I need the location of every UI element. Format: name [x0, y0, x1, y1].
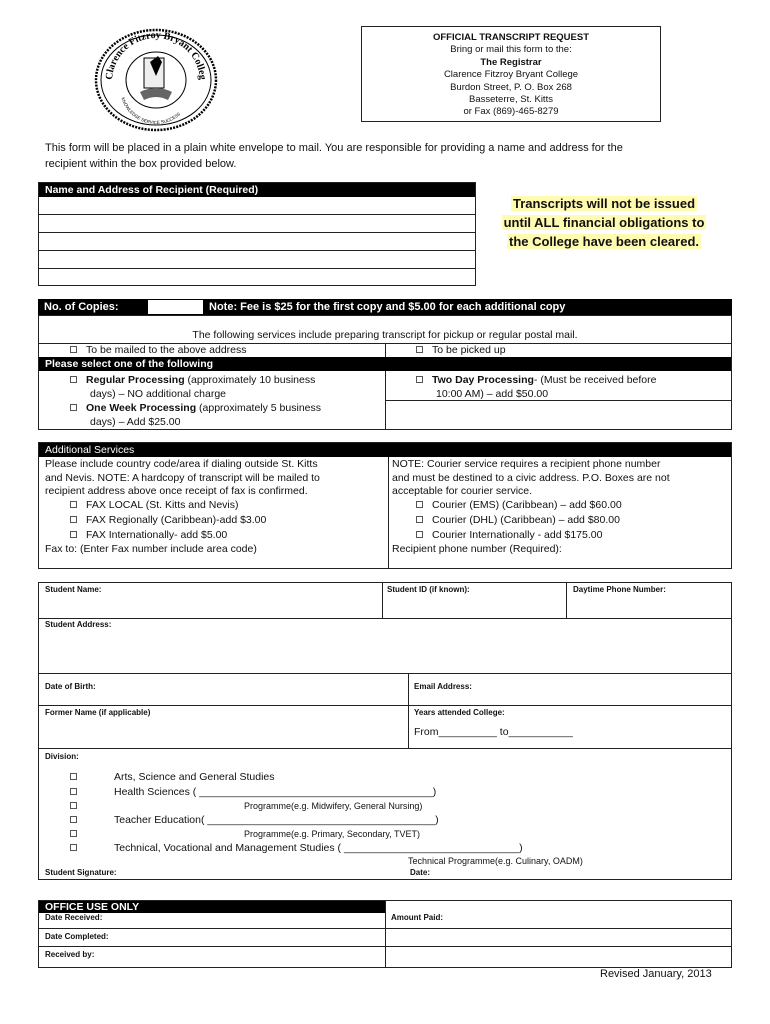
- years-from-to-field[interactable]: From__________ to___________: [414, 726, 573, 738]
- division-tech-label: Technical, Vocational and Management Studies ( ______________________________): [114, 842, 523, 854]
- notice-line-1: Transcripts will not be issued: [512, 196, 696, 211]
- years-attended-label: Years attended College:: [414, 708, 505, 717]
- fax-to-field[interactable]: Fax to: (Enter Fax number include area code): [45, 543, 257, 555]
- checkbox-icon[interactable]: [416, 376, 423, 383]
- checkbox-icon[interactable]: [70, 516, 77, 523]
- regular-desc: (approximately 10 business: [184, 374, 316, 386]
- courier-ems-label: Courier (EMS) (Caribbean) – add $60.00: [432, 499, 622, 511]
- registrar-label: The Registrar: [480, 56, 542, 68]
- courier-note-2: and must be destined to a civic address. P.O. Boxes are not: [392, 471, 670, 484]
- notice-line-3: the College have been cleared.: [508, 234, 700, 249]
- date-field[interactable]: Date:: [410, 868, 431, 877]
- recipient-line-1[interactable]: [38, 214, 476, 215]
- courier-intl-label: Courier Internationally - add $175.00: [432, 529, 603, 541]
- two-day-title: Two Day Processing: [432, 374, 534, 386]
- additional-header: Additional Services: [39, 443, 731, 457]
- recipient-line-4[interactable]: [38, 268, 476, 269]
- division-arts-option[interactable]: [70, 771, 275, 783]
- student-address-field[interactable]: Student Address:: [45, 620, 112, 629]
- checkbox-icon[interactable]: [416, 531, 423, 538]
- fax-note-1: Please include country code/area if dialing outside St. Kitts: [45, 458, 318, 470]
- checkbox-icon[interactable]: [70, 844, 77, 851]
- intro-line-2: recipient within the box provided below.: [45, 158, 237, 170]
- form-title: OFFICIAL TRANSCRIPT REQUEST: [432, 32, 590, 43]
- copies-input[interactable]: [148, 300, 203, 314]
- checkbox-icon[interactable]: [70, 501, 77, 508]
- regular-processing-option[interactable]: [70, 373, 315, 401]
- signature-field[interactable]: Student Signature:: [45, 868, 117, 877]
- division-teacher-label: Teacher Education( _______________________________________): [114, 814, 439, 826]
- mailed-option[interactable]: [70, 344, 247, 356]
- fax-note-3: recipient address above once receipt of fax is confirmed.: [45, 485, 308, 497]
- recipient-box: [38, 182, 476, 286]
- notice-line-2: until ALL financial obligations to: [503, 215, 705, 230]
- college-name: Clarence Fitzroy Bryant College: [443, 69, 579, 81]
- registrar-address-box: [361, 26, 661, 122]
- fax-regional-option[interactable]: [70, 514, 266, 526]
- division-label: Division:: [45, 752, 79, 761]
- dob-field[interactable]: Date of Birth:: [45, 682, 96, 691]
- fax-local-label: FAX LOCAL (St. Kitts and Nevis): [86, 499, 239, 511]
- courier-note-1: NOTE: Courier service requires a recipient phone number: [392, 458, 661, 470]
- division-arts-label: Arts, Science and General Studies: [114, 771, 275, 783]
- one-week-desc-2: days) – Add $25.00: [90, 416, 181, 428]
- received-by-field[interactable]: Received by:: [45, 950, 95, 959]
- checkbox-icon[interactable]: [70, 346, 77, 353]
- division-health-option[interactable]: [70, 786, 436, 798]
- two-day-option[interactable]: [416, 373, 656, 401]
- college-logo: [90, 22, 222, 132]
- blank-checkbox-1[interactable]: [70, 800, 86, 812]
- pickup-option[interactable]: [416, 344, 506, 356]
- checkbox-icon[interactable]: [416, 501, 423, 508]
- checkbox-icon[interactable]: [70, 802, 77, 809]
- daytime-phone-field[interactable]: Daytime Phone Number:: [573, 585, 666, 594]
- office-header: OFFICE USE ONLY: [39, 901, 385, 913]
- fax-number: or Fax (869)-465-8279: [463, 106, 559, 118]
- pickup-label: To be picked up: [432, 344, 506, 356]
- two-day-desc-2: 10:00 AM) – add $50.00: [436, 388, 549, 400]
- one-week-option[interactable]: [70, 401, 321, 429]
- courier-note-3: acceptable for courier service.: [392, 485, 533, 497]
- svg-text:KNOWLEDGE SERVICE SUCCESS: KNOWLEDGE SERVICE SUCCESS: [120, 96, 182, 126]
- student-name-field[interactable]: Student Name:: [45, 585, 102, 594]
- student-id-field[interactable]: Student ID (if known):: [387, 585, 470, 594]
- street-address: Burdon Street, P. O. Box 268: [450, 81, 572, 93]
- svg-text:Clarence Fitzroy Bryant Colleg: Clarence Fitzroy Bryant Colleg: [103, 29, 208, 81]
- health-hint: Programme(e.g. Midwifery, General Nursing): [244, 801, 423, 811]
- revision-date: Revised January, 2013: [600, 968, 712, 980]
- checkbox-icon[interactable]: [416, 346, 423, 353]
- fax-regional-label: FAX Regionally (Caribbean)-add $3.00: [86, 514, 267, 526]
- checkbox-icon[interactable]: [70, 788, 77, 795]
- one-week-desc: (approximately 5 business: [196, 402, 322, 414]
- recipient-line-3[interactable]: [38, 250, 476, 251]
- financial-notice: [486, 194, 722, 251]
- email-field[interactable]: Email Address:: [414, 682, 472, 691]
- courier-instructions: [392, 458, 670, 499]
- courier-dhl-label: Courier (DHL) (Caribbean) – add $80.00: [432, 514, 620, 526]
- former-name-field[interactable]: Former Name (if applicable): [45, 708, 151, 717]
- mail-instruction: Bring or mail this form to the:: [450, 44, 572, 56]
- fax-intl-option[interactable]: [70, 529, 227, 541]
- courier-dhl-option[interactable]: [416, 514, 620, 526]
- checkbox-icon[interactable]: [416, 516, 423, 523]
- services-intro: The following services include preparing transcript for pickup or regular postal mail.: [192, 329, 578, 341]
- date-completed-field[interactable]: Date Completed:: [45, 932, 109, 941]
- courier-ems-option[interactable]: [416, 499, 622, 511]
- two-day-desc: - (Must be received before: [533, 374, 657, 386]
- checkbox-icon[interactable]: [70, 830, 77, 837]
- copies-bar: [38, 299, 732, 315]
- recipient-line-2[interactable]: [38, 232, 476, 233]
- fax-intl-label: FAX Internationally- add $5.00: [86, 529, 228, 541]
- fax-instructions: [45, 458, 320, 499]
- intro-text: [45, 140, 623, 172]
- teacher-hint: Programme(e.g. Primary, Secondary, TVET): [244, 829, 421, 839]
- checkbox-icon[interactable]: [70, 376, 77, 383]
- fee-note: Note: Fee is $25 for the first copy and $5.00 for each additional copy: [209, 301, 566, 313]
- checkbox-icon[interactable]: [70, 404, 77, 411]
- fax-note-2: and Nevis. NOTE: A hardcopy of transcript will be mailed to: [45, 471, 320, 484]
- tech-hint: Technical Programme(e.g. Culinary, OADM): [408, 856, 583, 866]
- courier-intl-option[interactable]: [416, 529, 602, 541]
- one-week-title: One Week Processing: [86, 402, 197, 414]
- date-received-field[interactable]: Date Received:: [45, 913, 103, 922]
- copies-label: No. of Copies:: [44, 301, 119, 313]
- city-address: Basseterre, St. Kitts: [469, 94, 553, 106]
- intro-line-1: This form will be placed in a plain white envelope to mail. You are responsible for providing a name and address for the: [45, 142, 623, 154]
- recipient-header: Name and Address of Recipient (Required): [39, 183, 475, 197]
- checkbox-icon[interactable]: [70, 816, 77, 823]
- division-health-label: Health Sciences ( ________________________________________): [114, 786, 437, 798]
- regular-title: Regular Processing: [86, 374, 185, 386]
- regular-desc-2: days) – NO additional charge: [90, 388, 226, 400]
- recipient-phone-field[interactable]: Recipient phone number (Required):: [392, 543, 562, 555]
- division-tech-option[interactable]: [70, 842, 523, 854]
- select-header: Please select one of the following: [39, 357, 731, 371]
- checkbox-icon[interactable]: [70, 773, 77, 780]
- amount-paid-field[interactable]: Amount Paid:: [391, 913, 443, 922]
- fax-local-option[interactable]: [70, 499, 239, 511]
- division-teacher-option[interactable]: [70, 814, 439, 826]
- checkbox-icon[interactable]: [70, 531, 77, 538]
- mailed-label: To be mailed to the above address: [86, 344, 247, 356]
- blank-checkbox-2[interactable]: [70, 828, 86, 840]
